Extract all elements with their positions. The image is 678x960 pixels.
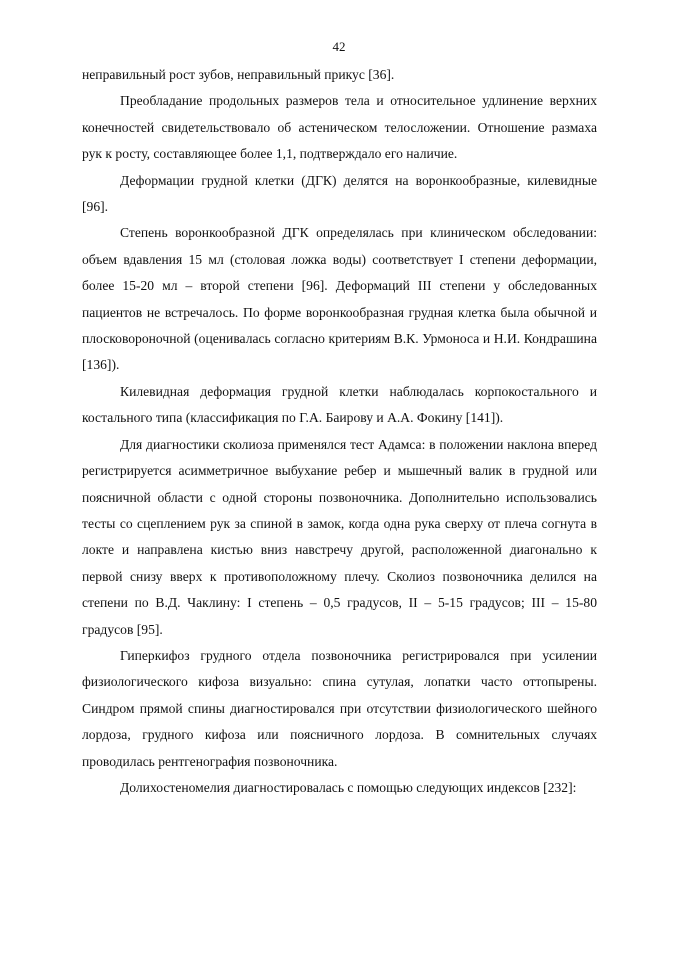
body-text xyxy=(82,62,597,801)
paragraph: Для диагностики сколиоза применялся тест Адамса: в положении наклона вперед регистрируется асимметричное выбухание ребер и мышечный валик в грудной или поясничной области с одной стороны позвоночника. Дополнительно использовались тесты со сцеплением рук за спиной в замок, когда одна рука сверху от плеча согнута в локте и направлена кистью вниз навстречу другой, расположенной диагонально к первой снизу вверх к противоположному плечу. Сколиоз позвоночника делился на степени по В.Д. Чаклину: I степень – 0,5 градусов, II – 5-15 градусов; III – 15-80 градусов [95]. xyxy=(82,436,597,637)
paragraph: Деформации грудной клетки (ДГК) делятся на воронкообразные, килевидные [96]. xyxy=(82,172,597,215)
paragraph: Преобладание продольных размеров тела и относительное удлинение верхних конечностей свидетельствовало об астеническом телосложении. Отношение размаха рук к росту, составляющее более 1,1, подтверждало его наличие. xyxy=(82,93,597,162)
paragraph: Долихостеномелия диагностировалась с помощью следующих индексов [232]: xyxy=(120,779,577,795)
paragraph: неправильный рост зубов, неправильный прикус [36]. xyxy=(82,67,395,82)
paragraph: Гиперкифоз грудного отдела позвоночника регистрировался при усилении физиологического кифоза визуально: спина сутулая, лопатки часто оттопырены. Синдром прямой спины диагностировался при отсутствии физиологического шейного лордоза, грудного кифоза или поясничного лордоза. В сомнительных случаях проводилась рентгенография позвоночника. xyxy=(82,647,597,769)
paragraph: Килевидная деформация грудной клетки наблюдалась корпокостального и костального типа (классификация по Г.А. Баирову и А.А. Фокину [141]). xyxy=(82,383,597,426)
paragraph: Степень воронкообразной ДГК определялась при клиническом обследовании: объем вдавления 15 мл (столовая ложка воды) соответствует I степени деформации, более 15-20 мл – второй степени [96]. Деформаций III степени у обследованных пациентов не встречалось. По форме воронкообразная грудная клетка была обычной и плосковороночной (оценивалась согласно критериям В.К. Урмоноса и Н.И. Кондрашина [136]). xyxy=(82,225,597,373)
page-number: 42 xyxy=(332,39,346,54)
